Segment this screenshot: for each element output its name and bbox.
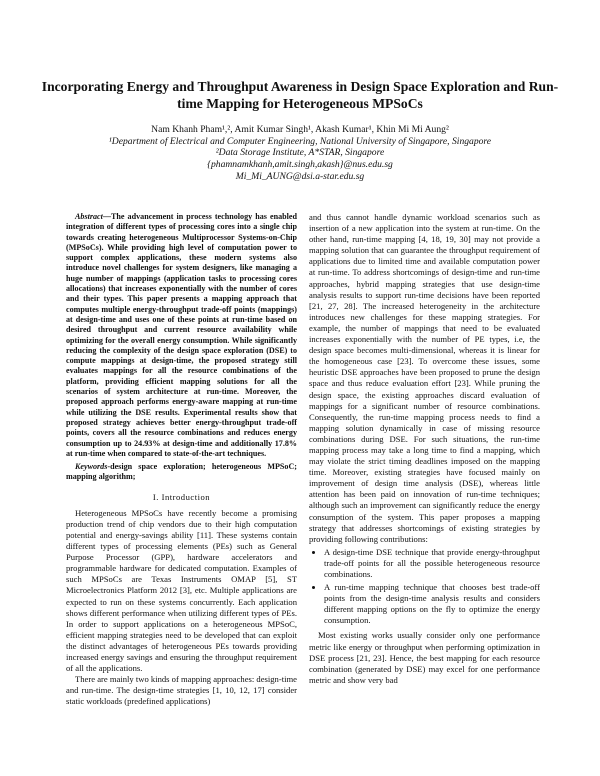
section-heading-introduction: I. Introduction <box>152 491 211 502</box>
keywords-label: Keywords <box>75 462 108 472</box>
email-2: Mi_Mi_AUNG@dsi.a-star.edu.sg <box>235 170 365 182</box>
left-column <box>66 212 297 708</box>
contribution-item: • A design-time DSE technique that provide energy-throughput trade-off points for all the possible heterogeneous resource combinations. <box>324 547 540 580</box>
affiliation-2: ²Data Storage Institute, A*STAR, Singapore <box>215 147 385 159</box>
keywords <box>66 462 297 483</box>
author-block <box>40 124 560 183</box>
intro-paragraph-1: Heterogeneous MPSoCs have recently become a promising production trend of chip vendors due to their high computation potential and energy-savings ability [11]. These systems contain different types of processing elements (PEs) such as General Purpose Processor (GPP), hardware accelerators and programmable hardware for dedicated computation. Examples of such MPSoCs are Texas Instruments OMAP [5], ST Microelectronics Platform 2012 [3], etc. Multiple applications are expected to run on these systems concurrently. Each application shows different performance when utilizing different types of PEs. In order to support applications on a heterogeneous MPSoC, efficient mapping strategies need to be developed that can exploit the distinct advantages of heterogeneous PEs towards providing increased energy savings and ensuring the throughput requirement of all the applications. <box>66 507 297 674</box>
contribution-list <box>309 547 540 627</box>
right-paragraph-1: and thus cannot handle dynamic workload scenarios such as insertion of a new application into the system at run-time. On the other hand, run-time mapping [4, 18, 19, 30] may not provide a mapping solution that can guarantee the throughput requirement of applications due to limited time and available computation power at run-time. To address shortcomings of design-time and run-time approaches, hybrid mapping strategies that use design-time analysis results to support run-time decisions have been reported [21, 27, 28]. The increased heterogeneity in the architecture introduces new challenges for these mapping strategies. For example, the number of mappings that need to be evaluated increases exponentially with the number of PE types, i.e, the design space becomes multi-dimensional, whereas it is linear for the homogeneous case [23]. To overcome these issues, some heuristic DSE approaches have been proposed to prune the design space and thus reduce evaluation effort [23]. While pruning the design space, the existing approaches discard evaluation of mappings for a significant number of resource combinations. Consequently, the run-time mapping process needs to find a mapping solution dynamically in case of missing resource combinations during DSE. For such situations, the run-time mapping process may take a long time to find a mapping, which may violate the strict timing deadlines imposed on the mapping time. Moreover, existing strategies have focused mainly on improvement of design time analysis (DSE), whereas little attention has been paid on innovation of run-time techniques; although such an improvement can significantly reduce the energy consumption of the system. This paper proposes a mapping strategy that addresses shortcomings of existing strategies by providing following contributions: <box>309 212 540 544</box>
abstract-text: —The advancement in process technology has enabled integration of different types of processing cores into a single chip towards creating heterogeneous Multiprocessor Systems-on-Chip (MPSoCs). While providing high level of computation power to support complex applications, these modern systems also introduce novel challenges for system designers, like managing a huge number of mappings (application tasks to processing cores allocations) that increases exponentially with the number of cores and their types. This paper presents a mapping approach that computes multiple energy-throughput trade-off points (mappings) at design-time and uses one of these points at run-time based on desired throughput and current resource availability while optimizing for the overall energy consumption. While significantly reducing the complexity of the design space exploration (DSE) to compute mappings at design-time, the proposed strategy still evaluates mappings for all the resource combinations of the platform, providing efficient mapping solutions for all the scenarios of system architecture at run-time. Moreover, the proposed approach performs energy-aware mapping at run-time while utilizing the DSE results. Experimental results show that proposed strategy achieves better energy-throughput trade-off points, covers all the resource combinations and reduces energy consumption up to 24.93% at design-time and additionally 17.8% at run-time when compared to state-of-the-art techniques. <box>66 212 297 458</box>
email-1: {phamnamkhanh,amit.singh,akash}@nus.edu.sg <box>207 159 393 171</box>
paper-title: Incorporating Energy and Throughput Awareness in Design Space Exploration and Run-time Mapping for Heterogeneous MPSoCs <box>41 79 559 111</box>
keywords-text: -design space exploration; heterogeneous MPSoC; mapping algorithm; <box>66 462 297 482</box>
right-column <box>309 212 540 686</box>
affiliation-1: ¹Department of Electrical and Computer Engineering, National University of Singapore, Singapore <box>108 135 492 147</box>
intro-paragraph-2: There are mainly two kinds of mapping approaches: design-time and run-time. The design-time strategies [1, 10, 12, 17] consider static workloads (predefined applications) <box>66 674 297 707</box>
contribution-item: • A run-time mapping technique that chooses best trade-off points from the design-time analysis results and considers different mapping options on the fly to optimize the energy consumption. <box>324 582 540 626</box>
author-names: Nam Khanh Pham¹,², Amit Kumar Singh¹, Akash Kumar¹, Khin Mi Mi Aung² <box>151 124 449 135</box>
right-paragraph-2: Most existing works usually consider only one performance metric like energy or throughput when performing optimization in DSE process [21, 23]. Hence, the best mapping for each resource combination (generated by DSE) may excel for one performance metric and show very bad <box>309 630 540 685</box>
abstract <box>66 212 297 459</box>
abstract-label: Abstract <box>75 212 103 221</box>
